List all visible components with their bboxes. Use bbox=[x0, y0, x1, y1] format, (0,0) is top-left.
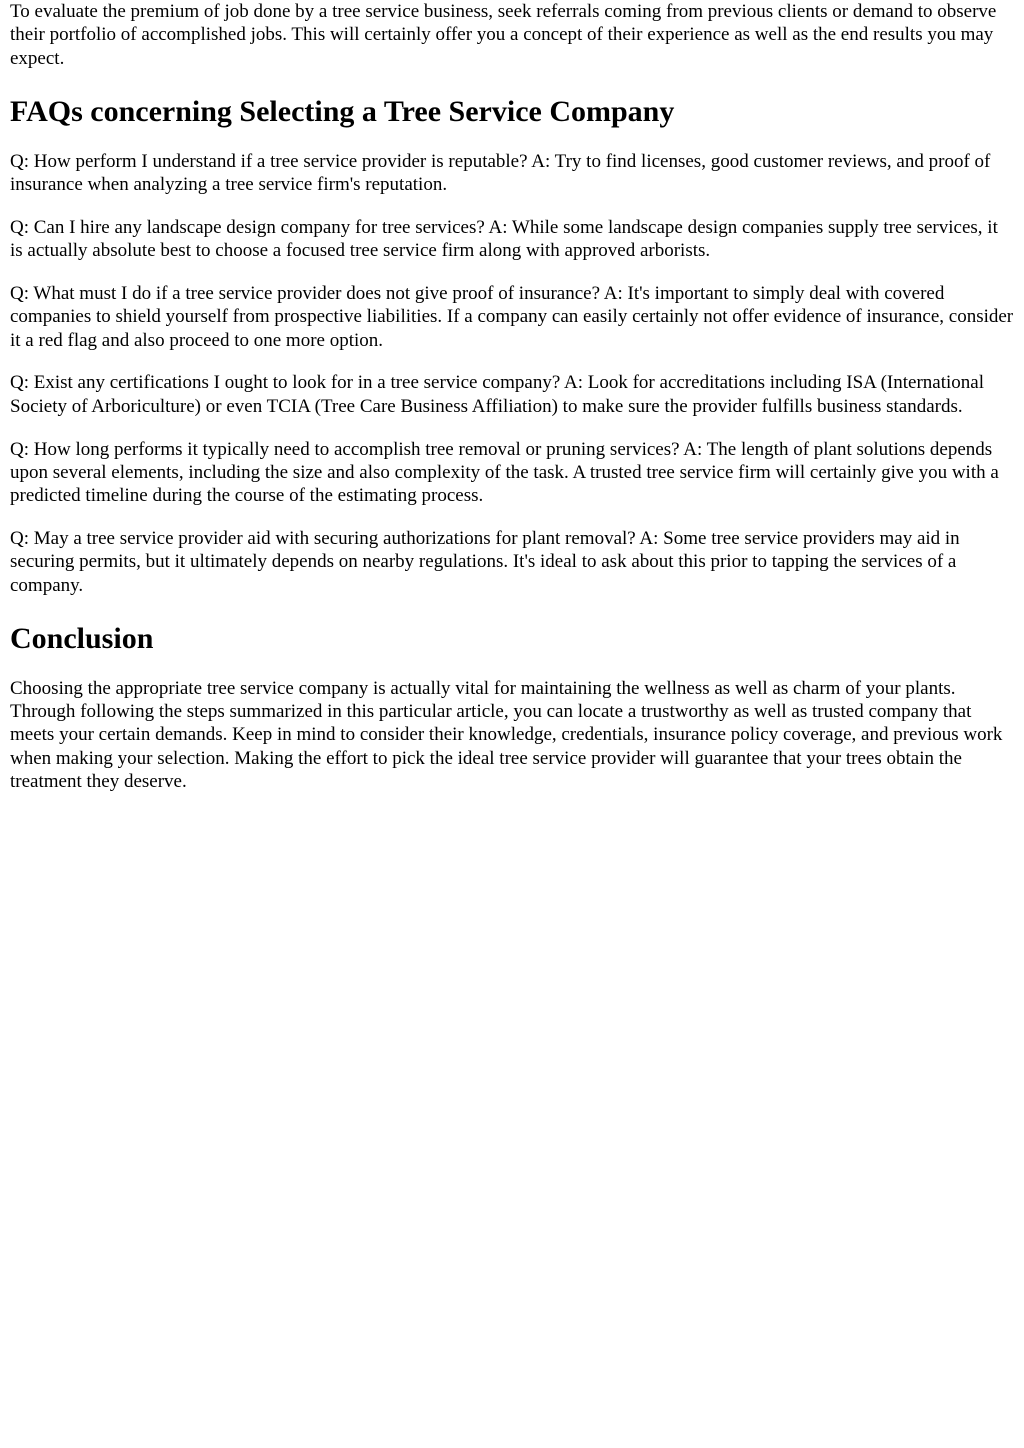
faq-item: Q: How long performs it typically need to accomplish tree removal or pruning services? A: The length of plant solutions depends upon several elements, including the size and also complexity of the task. A trusted tree service firm will certainly give you with a predicted timeline during the course of the estimating process. bbox=[10, 438, 999, 507]
conclusion-heading: Conclusion bbox=[10, 621, 154, 655]
faq-heading: FAQs concerning Selecting a Tree Service Company bbox=[10, 94, 675, 128]
faq-item: Q: How perform I understand if a tree service provider is reputable? A: Try to find licenses, good customer reviews, and proof of insurance when analyzing a tree service firm's reputation. bbox=[10, 150, 991, 196]
document-page bbox=[10, 0, 1014, 793]
faq-item: Q: Can I hire any landscape design company for tree services? A: While some landscape design companies supply tree services, it is actually absolute best to choose a focused tree service firm along with approved arborists. bbox=[10, 216, 998, 262]
faq-item: Q: May a tree service provider aid with securing authorizations for plant removal? A: Some tree service providers may aid in securing permits, but it ultimately depends on nearby regulations. It's ideal to ask about this prior to tapping the services of a company. bbox=[10, 527, 960, 596]
faq-item: Q: What must I do if a tree service provider does not give proof of insurance? A: It's important to simply deal with covered companies to shield yourself from prospective liabilities. If a company can easily certainly not offer evidence of insurance, consider it a red flag and also proceed to one more option. bbox=[10, 283, 1014, 351]
conclusion-paragraph: Choosing the appropriate tree service company is actually vital for maintaining the wellness as well as charm of your plants. Through following the steps summarized in this particular article, you can locate a trustworthy as well as trusted company that meets your certain demands. Keep in mind to consider their knowledge, credentials, insurance policy coverage, and previous work when making your selection. Making the effort to pick the ideal tree service provider will guarantee that your trees obtain the treatment they deserve. bbox=[10, 677, 1003, 793]
intro-paragraph: To evaluate the premium of job done by a tree service business, seek referrals coming from previous clients or demand to observe their portfolio of accomplished jobs. This will certainly offer you a concept of their experience as well as the end results you may expect. bbox=[10, 1, 997, 69]
faq-item: Q: Exist any certifications I ought to look for in a tree service company? A: Look for accreditations including ISA (International Society of Arboriculture) or even TCIA (Tree Care Business Affiliation) to make sure the provider fulfills business standards. bbox=[10, 372, 984, 417]
